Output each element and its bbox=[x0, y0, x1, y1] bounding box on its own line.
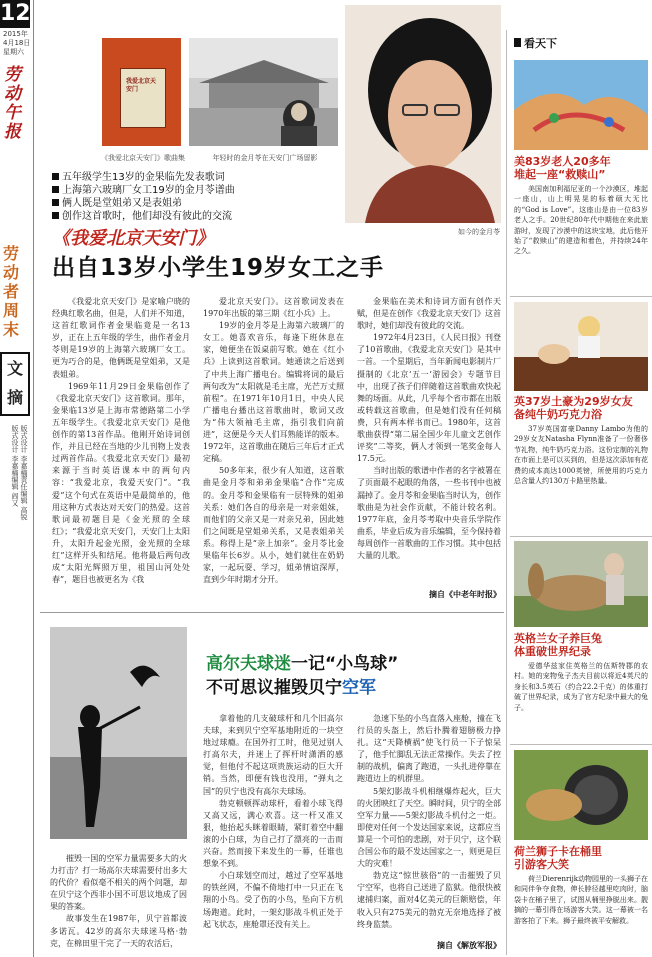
article1-column-3 bbox=[357, 296, 501, 584]
sidebar-item-1-title bbox=[514, 155, 648, 181]
sidebar-item-2-title bbox=[514, 395, 648, 421]
header-square-icon bbox=[514, 38, 521, 47]
article2-title-line2 bbox=[206, 673, 376, 698]
bullet-text: 上海第六玻璃厂女工19岁的金月苓谱曲 bbox=[62, 185, 235, 196]
article-divider bbox=[40, 612, 504, 613]
title-line: 英格兰女子养巨兔 bbox=[514, 632, 602, 645]
article1-column-2 bbox=[203, 296, 344, 602]
sidebar-divider bbox=[510, 744, 652, 745]
editor-credit: 编辑 阎又 bbox=[11, 476, 19, 507]
bullet-item bbox=[52, 197, 352, 210]
lion-in-barrel-drawing bbox=[514, 750, 648, 840]
book-caption: 《我爱北京天安门》歌曲集 bbox=[101, 154, 185, 162]
section-name: 文摘 bbox=[0, 352, 30, 416]
sidebar-header-text: 看天下 bbox=[524, 37, 557, 50]
paragraph: 1972年4月23日，《人民日报》刊登了10首歌曲，《我爱北京天安门》是其中一首。一个星期后，当年新闻电影制片厂摄制的《北京‘五一’游园会》专题节目中，出现了孩子们伴随着这首歌曲欢快起舞的场面。从此，几乎每个省市都在出版或转载这首歌曲，但是她们没有任何稿费，只有两本样书而已。1980年，这首歌曲获得“第二届全国少年儿童文艺创作评奖”二等奖，俩人才领到一笔奖金每人17.5元。 bbox=[357, 333, 501, 464]
title-line: 美83岁老人20多年 bbox=[514, 155, 611, 168]
paper-logo: 劳动午报 bbox=[4, 65, 21, 142]
date-day: 4月18日 bbox=[3, 39, 31, 47]
bullet-square-icon bbox=[52, 199, 59, 206]
editor-credit: 责任编辑 高锐 bbox=[20, 476, 28, 521]
paragraph: 急速下坠的小鸟直落入座舱，撞在飞行员的头盔上，然后扑腾着翅膀极力挣扎。这“天降横祸”使飞行员一下子惊呆了，他手忙脚乱无法正常操作。失去了控制的战机，偏离了跑道，一头扎进停靠在跑道边上的机群里。 bbox=[357, 714, 501, 784]
title-part: 高尔夫球迷 bbox=[206, 654, 291, 674]
sidebar-item-3-body bbox=[514, 661, 648, 741]
sidebar-item-1-body bbox=[514, 184, 648, 292]
book-cover-panel bbox=[120, 68, 166, 128]
article1-source: 摘自《中老年时报》 bbox=[429, 590, 501, 599]
paragraph: 故事发生在1987年，贝宁首都波多诺瓦。42岁的高尔夫球迷马格·勃克，在棉田里干完了一天的农活后， bbox=[50, 914, 187, 948]
sidebar-header bbox=[514, 35, 557, 51]
sidebar-item-1-image bbox=[514, 60, 648, 150]
paragraph: 勃克这“惊世骇俗”的一击摧毁了贝宁空军，也将自己送进了监狱。他很快被逮捕归案，面对4亿美元的巨额赔偿，年收入只有275美元的勃克无奈地选择了被终身监禁。 bbox=[357, 871, 501, 929]
bullet-square-icon bbox=[52, 212, 59, 219]
tiananmen-photo-drawing bbox=[189, 38, 338, 146]
golfer-photo bbox=[50, 627, 187, 839]
title-line: 引游客大笑 bbox=[514, 858, 569, 871]
title-part: 不可思议摧毁贝宁 bbox=[206, 678, 342, 698]
article1-column-1 bbox=[52, 296, 190, 602]
paragraph: 《我爱北京天安门》是家喻户晓的经典红歌名曲，但是，人们并不知道，这首红歌词作者金果临竟是一名13岁，正在上五年级的学生，曲作者金月苓则是19岁的上海第六玻璃厂女工。更为巧合的是，他俩既是堂姐弟，又是表姐弟。 bbox=[52, 297, 190, 379]
sidebar-item-4-image bbox=[514, 750, 648, 840]
title-line: 英37岁土豪为29岁女友 bbox=[514, 395, 633, 408]
portrait-photo bbox=[345, 5, 501, 223]
bullet-text: 五年级学生13岁的金果临先发表歌词 bbox=[62, 172, 225, 183]
paragraph: 摧毁一国的空军力量需要多大的火力打击？打一场高尔夫球需要付出多大的代价？看似毫不相关的两个问题，却在贝宁这个西非小国不可思议地成了因果的答案。 bbox=[50, 854, 187, 912]
paragraph: 1969年11月29日金果临创作了《我爱北京天安门》这首歌词。那年，金果临13岁是上海市常德路第二小学五年级学生。《我爱北京天安门》是他创作的第13首作品。他刚开始诗词创作，并且已经在当地的少儿刊物上发表过两首作品。《我爱北京天安门》最初来源于当时英语课本中的两句内容：“我爱北京，我爱天安门”。“我爱”这个句式在英语中是最简单的，他用这种方式表达对天安门的热爱。这首歌词最初题目是《金光照的全球红》；“我爱北京天安门，天安门上太阳升，太阳升起金光照，金光照的全球红”这样开头和结尾。他将最后两句改成“太阳光辉照万里，祖国山河处处春”，题目也被更名为《我 bbox=[52, 381, 190, 585]
paragraph: 37岁英国富豪Danny Lambo为他的29岁女友Natasha Flynn准备了一份奢侈节礼物，纯牛奶巧克力浴。这份定制的礼物在市面上是可以买到的，但是这次添加有花费的成本高达1000英镑，所使用的巧克力总含量人约130万卡路里热量。 bbox=[514, 425, 648, 486]
sidebar-divider bbox=[510, 296, 652, 297]
bullet-square-icon bbox=[52, 186, 59, 193]
paragraph: 拿着他的几支破球杆和几个旧高尔夫球，来到贝宁空军基地附近的一块空地过球瘾。在国外打工时，他见过别人打高尔夫，并迷上了挥杆时潇洒的感觉，但他付不起这项贵族运动的巨大开销。当然，即便有钱也没用，“弹丸之国”的贝宁也没有高尔夫球场。 bbox=[203, 714, 343, 796]
sidebar-item-2-body bbox=[514, 424, 648, 532]
editor-credits bbox=[6, 425, 28, 520]
portrait-caption: 如今的金月苓 bbox=[458, 228, 500, 236]
editor-credit: 版式设计 李嘉楠 bbox=[20, 425, 28, 477]
right-divider bbox=[506, 30, 507, 955]
bullet-square-icon bbox=[52, 173, 59, 180]
title-line: 体重破世界纪录 bbox=[514, 645, 591, 658]
issue-date bbox=[3, 30, 30, 57]
sidebar-item-3-title bbox=[514, 632, 648, 658]
tiananmen-photo bbox=[189, 38, 338, 146]
paragraph: 当时出版的歌谱中作者的名字被署在了页面最不起眼的角落，一些书刊中也被漏掉了。金月苓和金果临当时认为，创作歌曲是为社会作贡献，不能计较名利。1977年底，金月苓考取中央音乐学院作曲系，毕业后成为音乐编辑，至今保持着每周创作一首歌曲的工作习惯。其中包括大量的儿歌。 bbox=[357, 466, 501, 560]
sidebar-item-2-image bbox=[514, 302, 648, 391]
bullet-text: 俩人既是堂姐弟又是表姐弟 bbox=[62, 198, 182, 209]
portrait-drawing bbox=[345, 5, 501, 223]
title-line: 备纯牛奶巧克力浴 bbox=[514, 408, 602, 421]
article2-column-1 bbox=[50, 853, 187, 953]
date-year: 2015年 bbox=[3, 30, 28, 38]
golfer-drawing bbox=[50, 627, 187, 839]
paragraph: 勃克顿顿挥动球杆，看着小球飞得又高又远，满心欢喜。这一杆又准又狠，他抬起头眯着眼睛，紧盯着空中翻滚的小白球，为自己打了漂亮的一击而兴奋。然而接下来发生的一幕，任谁也想象不到。 bbox=[203, 798, 343, 869]
salvation-mountain-drawing bbox=[514, 60, 648, 150]
bullet-item bbox=[52, 171, 352, 184]
paragraph: 美国南加利福尼亚的一个沙漠区，堆起一座山，山上明晃晃的标着硕大无比的“God is Love”。这座山是由一位83岁老人之手。20世纪80年代中期他在来此旅游时，发现了沙漠中的这块宝地，此后他开始了“救赎山”的建造和着色，并持续24年之久。 bbox=[514, 185, 648, 256]
book-cover-image bbox=[102, 38, 181, 146]
editor-credit: 版式设计 李嘉楠 bbox=[11, 425, 19, 477]
paragraph: 爱北京天安门》。这首歌词发表在1970年出版的第三期《红小兵》上。 bbox=[203, 297, 344, 319]
paragraph: 爱德华兹家住英格兰的伍斯特郡的农村。她的宠物兔子杰夫目前以将近4英尺的身长和3.5英石（约合22.2千克）的体重打破了世界纪录，成为了官方纪录中最大的兔子。 bbox=[514, 662, 648, 712]
article1-title-line1: 《我爱北京天安门》 bbox=[52, 228, 214, 249]
bullet-item bbox=[52, 184, 352, 197]
paragraph: 金果临在美术和诗词方面有创作天赋，但是在创作《我爱北京天安门》这首歌时，她们却没有彼此的交流。 bbox=[357, 297, 501, 331]
paragraph: 小白球划空而过，越过了空军基地的铁丝网，不偏不倚地打中一只正在飞翔的小鸟。受了伤的小鸟，坠向下方机场跑道。此时，一架幻影战斗机正处于起飞状态，座舱罩还没有关上。 bbox=[203, 871, 343, 929]
article2-column-3 bbox=[357, 713, 501, 935]
sidebar-item-4-body bbox=[514, 874, 648, 954]
page-number: 12 bbox=[0, 1, 31, 26]
article1-bullets bbox=[52, 171, 352, 223]
giant-rabbit-drawing bbox=[514, 541, 648, 627]
sidebar-item-4-title bbox=[514, 845, 648, 871]
article2-source: 摘自《解放军报》 bbox=[437, 941, 501, 950]
book-cover-title: 我爱北京天安门 bbox=[126, 78, 157, 93]
paragraph: 50多年来，很少有人知道，这首歌曲是金月苓和弟弟金果临“合作”完成的。金月苓和金果临有一层特殊的姐弟关系：她们各自的母亲是一对亲姐妹，而他们的父亲又是一对亲兄弟，因此她们之间既是堂姐弟关系，又是表姐弟关系。称得上是“亲上加亲”。金月苓比金果临年长6岁。从小，她们就住在奶奶家，一起玩耍、学习，姐弟情谊深厚，直到少年时期才分开。 bbox=[203, 466, 344, 585]
chocolate-bath-drawing bbox=[514, 302, 648, 391]
article2-column-2 bbox=[203, 713, 343, 953]
sidebar-item-3-image bbox=[514, 541, 648, 627]
article2-title-line1 bbox=[206, 649, 398, 674]
paragraph: 19岁的金月苓是上海第六玻璃厂的女工。她喜欢音乐，每逢下班休息在家，她便坐在饭桌前写歌。她在《红小兵》上读到这首歌词。她通读之后送到了中共上海广播电台。编辑将词的最后两句改为“太阳就是毛主席，光芒万丈照前程”。在1971年10月1日，中央人民广播电台播出这首歌曲时，歌词又改为“伟大领袖毛主席，指引我们向前进”，这便是今天人们耳熟能详的版本。1972年，这首歌曲在随后三年后才正式定稿。 bbox=[203, 321, 344, 464]
article1-title-line2: 出自13岁小学生19岁女工之手 bbox=[52, 255, 385, 281]
date-weekday: 星期六 bbox=[3, 48, 24, 56]
section-weekly: 劳动者周末 bbox=[3, 244, 20, 339]
bullet-text: 创作这首歌时，他们却没有彼此的交流 bbox=[62, 211, 232, 222]
title-line: 堆起一座“救赎山” bbox=[514, 168, 606, 181]
paragraph: 荷兰Dierenrijk动物园里的一头狮子在和同伴争夺食物，伸长脖径越里吃肉时，脑袋卡在桶子里了，试图从桶里挣脱出来。靓摘的一幕引得在场游客大笑。这一幕被一名游客拍了下来。狮子最终被平安解救。 bbox=[514, 875, 648, 925]
title-part: 一记“小鸟球” bbox=[291, 654, 399, 674]
left-divider bbox=[33, 0, 34, 957]
title-line: 荷兰狮子卡在桶里 bbox=[514, 845, 602, 858]
sidebar-divider bbox=[510, 536, 652, 537]
paragraph: 5架幻影战斗机相继爆炸起火，巨大的火团映红了天空。瞬时间，贝宁的全部空军力量——5架幻影战斗机付之一炬。即使对任何一个发达国家来说，这都应当算是一个可怕的悲剧，对于贝宁，这个联合国公布的最不发达国家之一，则更是巨大的灾难！ bbox=[357, 786, 501, 869]
title-part: 空军 bbox=[342, 678, 376, 698]
bullet-item bbox=[52, 210, 352, 223]
tiananmen-caption: 年轻时的金月苓在天安门广场留影 bbox=[212, 154, 318, 162]
